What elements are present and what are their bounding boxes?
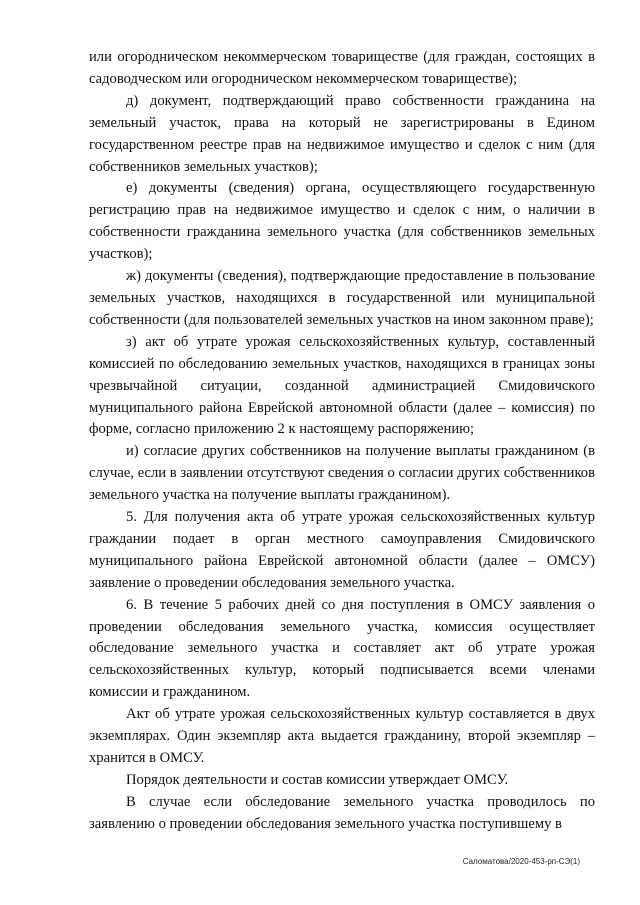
- paragraph-commission-order: Порядок деятельности и состав комиссии утверждает ОМСУ.: [126, 771, 509, 788]
- paragraph-item-e: е) документы (сведения) органа, осуществляющего государственную регистрацию прав на недвижимое имущество и сделок с ним, о наличии в собственности гражданина земельного участка (для собственников земельных участков);: [89, 180, 595, 263]
- paragraph-act-copies: Акт об утрате урожая сельскохозяйственных культур составляется в двух экземплярах. Один экземпляр акта выдается гражданину, второй экземпляр – хранится в ОМСУ.: [89, 706, 595, 766]
- document-body: [89, 47, 595, 836]
- paragraph-continuation: или огородническом некоммерческом товариществе (для граждан, состоящих в садоводческом или огородническом некоммерческом товариществе);: [89, 49, 595, 87]
- document-code-footer: Саломатова/2020-453-рп-СЭ(1): [462, 857, 580, 866]
- paragraph-item-z: з) акт об утрате урожая сельскохозяйственных культур, составленный комиссией по обследованию земельных участков, находящихся в границах зоны чрезвычайной ситуации, созданной администрацией Смидовичского муниципального района Еврейской автономной области (далее – комиссия) по форме, согласно приложению 2 к настоящему распоряжению;: [89, 333, 595, 438]
- paragraph-item-d: д) документ, подтверждающий право собственности гражданина на земельный участок, права на который не зарегистрированы в Едином государственном реестре прав на недвижимое имущество и сделок с ним (для собственников земельных участков);: [89, 92, 595, 175]
- paragraph-item-i: и) согласие других собственников на получение выплаты гражданином (в случае, если в заявлении отсутствуют сведения о согласии других собственников земельного участка на получение выплаты гражданином).: [89, 443, 595, 504]
- paragraph-item-zh: ж) документы (сведения), подтверждающие предоставление в пользование земельных участков, находящихся в государственной или муниципальной собственности (для пользователей земельных участков на ином законном праве);: [89, 268, 595, 328]
- paragraph-section-5: 5. Для получения акта об утрате урожая сельскохозяйственных культур граждании подает в орган местного самоуправления Смидовичского муниципального района Еврейской автономной области (далее – ОМСУ) заявление о проведении обследования земельного участка.: [89, 509, 595, 591]
- paragraph-survey-case: В случае если обследование земельного участка проводилось по заявлению о проведении обследования земельного участка поступившему в: [89, 793, 595, 832]
- paragraph-section-6: 6. В течение 5 рабочих дней со дня поступления в ОМСУ заявления о проведении обследования земельного участка, комиссия осуществляет обследование земельного участка и составляет акт об утрате урожая сельскохозяйственных культур, который подписывается всеми членами комиссии и гражданином.: [89, 596, 595, 701]
